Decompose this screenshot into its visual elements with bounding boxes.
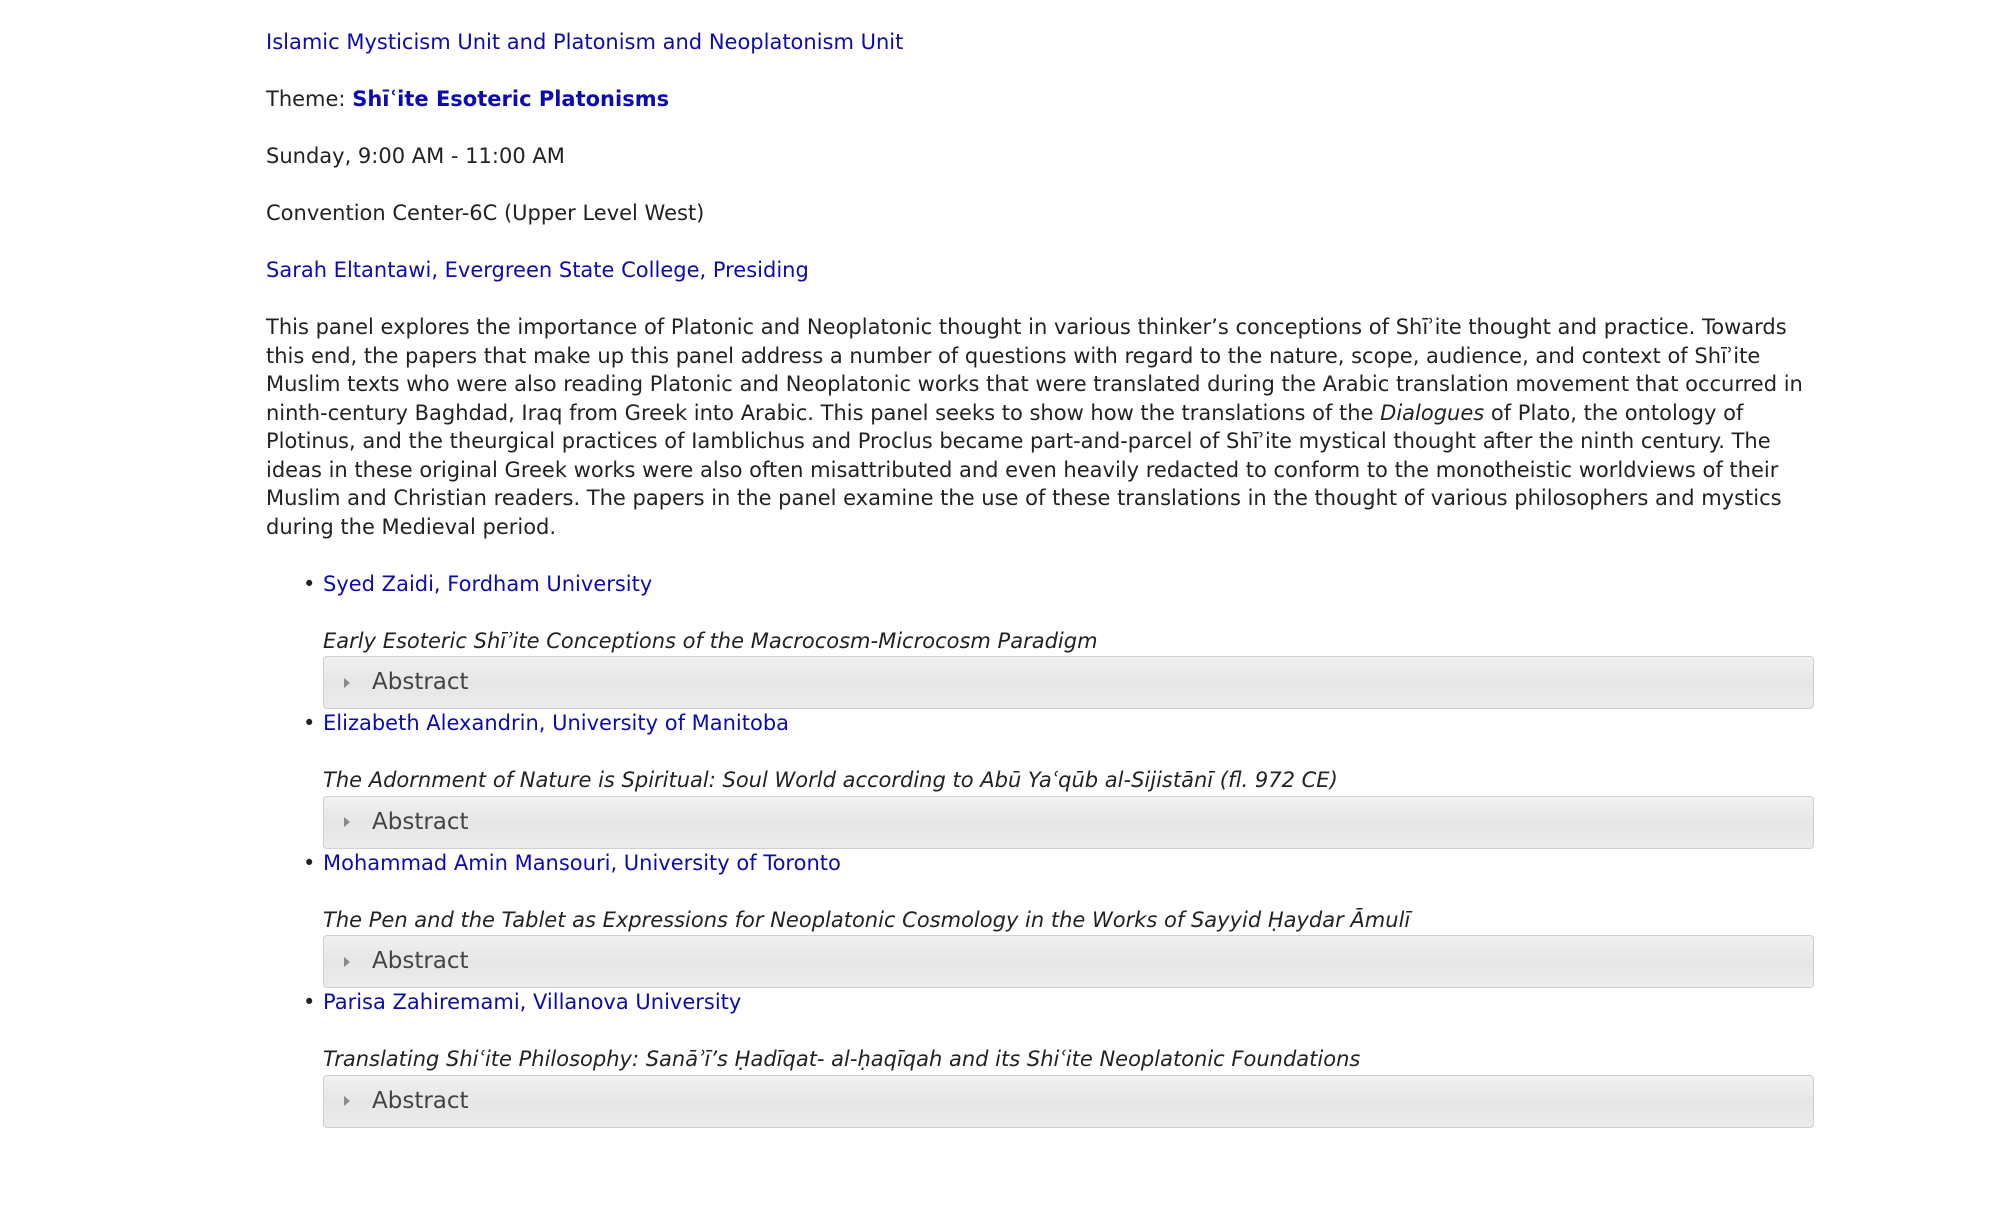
caret-right-icon bbox=[344, 957, 350, 967]
theme-link[interactable]: Shīʿite Esoteric Platonisms bbox=[352, 87, 670, 111]
description-text-2: of Plato, the ontology of Plotinus, and the theurgical practices of Iamblichus and Proclus became part-and-parcel of Shīʾite mystical thought after the ninth century. The ideas in these original Greek works were also often misattributed and even heavily redacted to conform to the monotheistic worldviews of their Muslim and Christian readers. The papers in the panel examine the use of these translations in the thought of various philosophers and mystics during the Medieval period. bbox=[266, 400, 1782, 539]
paper-item bbox=[266, 570, 1816, 710]
abstract-label: Abstract bbox=[372, 948, 469, 975]
description-italic: Dialogues bbox=[1380, 400, 1485, 425]
list-bullet: • bbox=[303, 571, 316, 596]
paper-list bbox=[266, 570, 1816, 1128]
list-bullet: • bbox=[303, 711, 316, 735]
presenter-link[interactable]: Syed Zaidi, Fordham University bbox=[323, 571, 653, 596]
abstract-label: Abstract bbox=[372, 808, 469, 835]
paper-item bbox=[266, 709, 1816, 849]
paper-title: The Adornment of Nature is Spiritual: Soul World according to Abū Yaʿqūb al-Sijistānī (fl. 972 CE) bbox=[323, 768, 1338, 792]
list-bullet: • bbox=[303, 990, 316, 1014]
caret-right-icon bbox=[344, 1096, 350, 1106]
theme-label: Theme: bbox=[266, 87, 346, 111]
abstract-toggle[interactable] bbox=[323, 935, 1814, 988]
theme-line bbox=[266, 85, 1816, 114]
paper-title: The Pen and the Tablet as Expressions for Neoplatonic Cosmology in the Works of Sayyid Ḥaydar Āmulī bbox=[323, 907, 1411, 932]
unit-link[interactable]: Islamic Mysticism Unit and Platonism and Neoplatonism Unit bbox=[266, 30, 904, 54]
session-time: Sunday, 9:00 AM - 11:00 AM bbox=[266, 144, 565, 168]
paper-title: Translating Shiʿite Philosophy: Sanāʾī’s Ḥadīqat- al-ḥaqīqah and its Shiʿite Neoplatonic Foundations bbox=[323, 1047, 1361, 1071]
panel-description bbox=[266, 313, 1816, 541]
presenter-link[interactable]: Elizabeth Alexandrin, University of Manitoba bbox=[323, 711, 790, 735]
abstract-toggle[interactable] bbox=[323, 656, 1814, 709]
description-text-1: This panel explores the importance of Platonic and Neoplatonic thought in various thinker’s conceptions of Shīʾite thought and practice. Towards this end, the papers that make up this panel address a number of questions with regard to the nature, scope, audience, and context of Shīʾite Muslim texts who were also reading Platonic and Neoplatonic works that were translated during the Arabic translation movement that occurred in ninth-century Baghdad, Iraq from Greek into Arabic. This panel seeks to show how the translations of the bbox=[266, 315, 1803, 425]
presiding-line bbox=[266, 256, 1816, 285]
session-location: Convention Center-6C (Upper Level West) bbox=[266, 201, 705, 225]
paper-item bbox=[266, 988, 1816, 1128]
caret-right-icon bbox=[344, 678, 350, 688]
presiding-link[interactable]: Sarah Eltantawi, Evergreen State College, Presiding bbox=[266, 258, 809, 282]
paper-title: Early Esoteric Shīʾite Conceptions of the Macrocosm-Microcosm Paradigm bbox=[323, 628, 1098, 653]
list-bullet: • bbox=[303, 850, 316, 875]
session-content bbox=[266, 28, 1816, 1128]
unit-line bbox=[266, 28, 1816, 57]
paper-item bbox=[266, 849, 1816, 989]
abstract-toggle[interactable] bbox=[323, 1075, 1814, 1128]
abstract-label: Abstract bbox=[372, 1087, 469, 1114]
presenter-link[interactable]: Parisa Zahiremami, Villanova University bbox=[323, 990, 742, 1014]
abstract-toggle[interactable] bbox=[323, 796, 1814, 849]
abstract-label: Abstract bbox=[372, 669, 469, 696]
caret-right-icon bbox=[344, 817, 350, 827]
presenter-link[interactable]: Mohammad Amin Mansouri, University of Toronto bbox=[323, 850, 841, 875]
